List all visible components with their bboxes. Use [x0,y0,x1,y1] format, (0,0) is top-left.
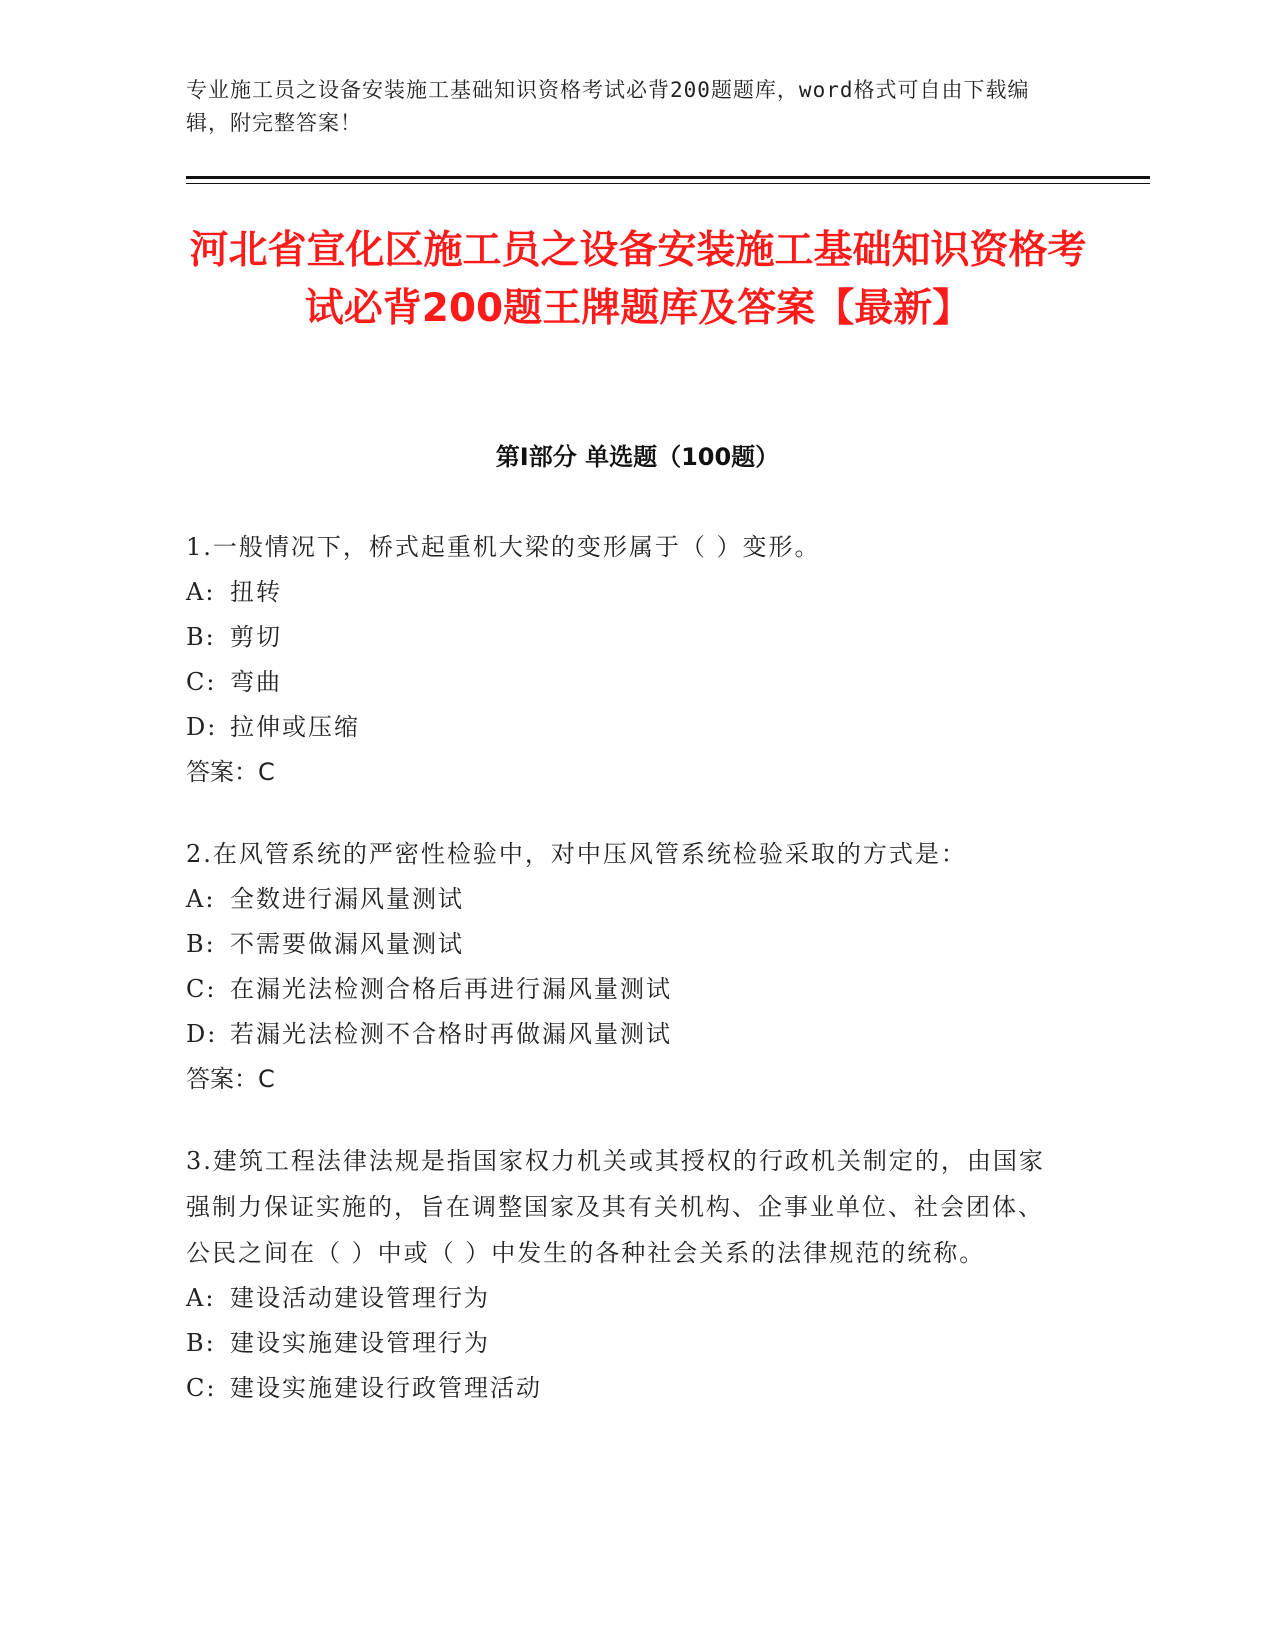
option-text: 在漏光法检测合格后再进行漏风量测试 [230,975,672,1003]
option-d [186,1012,1066,1057]
page-title: 河北省宣化区施工员之设备安装施工基础知识资格考试必背200题王牌题库及答案【最新】 [189,228,1087,331]
option-b [186,1321,1066,1366]
option-key: D: [186,1020,218,1048]
option-key: C: [186,668,217,696]
option-text: 建设实施建设管理行为 [230,1329,490,1357]
question-2 [186,831,1066,1102]
option-key: B: [186,623,216,651]
option-key: B: [186,930,216,958]
option-key: D: [186,713,218,741]
option-text: 拉伸或压缩 [230,713,360,741]
question-3 [186,1138,1066,1411]
option-text: 不需要做漏风量测试 [230,930,464,958]
option-a [186,1276,1066,1321]
header-rule-thick [186,176,1150,179]
answer-line: 答案：C [186,1065,275,1093]
question-stem: 3.建筑工程法律法规是指国家权力机关或其授权的行政机关制定的，由国家强制力保证实施的，旨在调整国家及其有关机构、企事业单位、社会团体、公民之间在（ ）中或（ ）中发生的各种社会关系的法律规范的统称。 [186,1147,1045,1267]
option-a [186,877,1066,922]
option-b [186,615,1066,660]
option-c [186,1366,1066,1411]
option-text: 建设活动建设管理行为 [230,1284,490,1312]
question-stem: 1.一般情况下，桥式起重机大梁的变形属于（ ）变形。 [186,533,821,561]
option-key: A: [186,578,216,606]
option-key: B: [186,1329,216,1357]
question-list [186,524,1066,1447]
header-note: 专业施工员之设备安装施工基础知识资格考试必背200题题库，word格式可自由下载编辑，附完整答案！ [186,78,1030,135]
question-stem: 2.在风管系统的严密性检验中，对中压风管系统检验采取的方式是： [186,840,967,868]
option-c [186,967,1066,1012]
option-key: C: [186,1374,217,1402]
option-text: 扭转 [230,578,282,606]
section-title: 第I部分 单选题（100题） [495,443,780,471]
header-rule-thin [186,183,1150,184]
option-d [186,705,1066,750]
option-text: 全数进行漏风量测试 [230,885,464,913]
question-1 [186,524,1066,795]
option-text: 剪切 [230,623,282,651]
option-key: C: [186,975,217,1003]
option-key: A: [186,885,216,913]
option-c [186,660,1066,705]
option-text: 弯曲 [230,668,282,696]
option-b [186,922,1066,967]
option-key: A: [186,1284,216,1312]
option-a [186,570,1066,615]
option-text: 建设实施建设行政管理活动 [230,1374,542,1402]
answer-line: 答案：C [186,758,275,786]
option-text: 若漏光法检测不合格时再做漏风量测试 [230,1020,672,1048]
